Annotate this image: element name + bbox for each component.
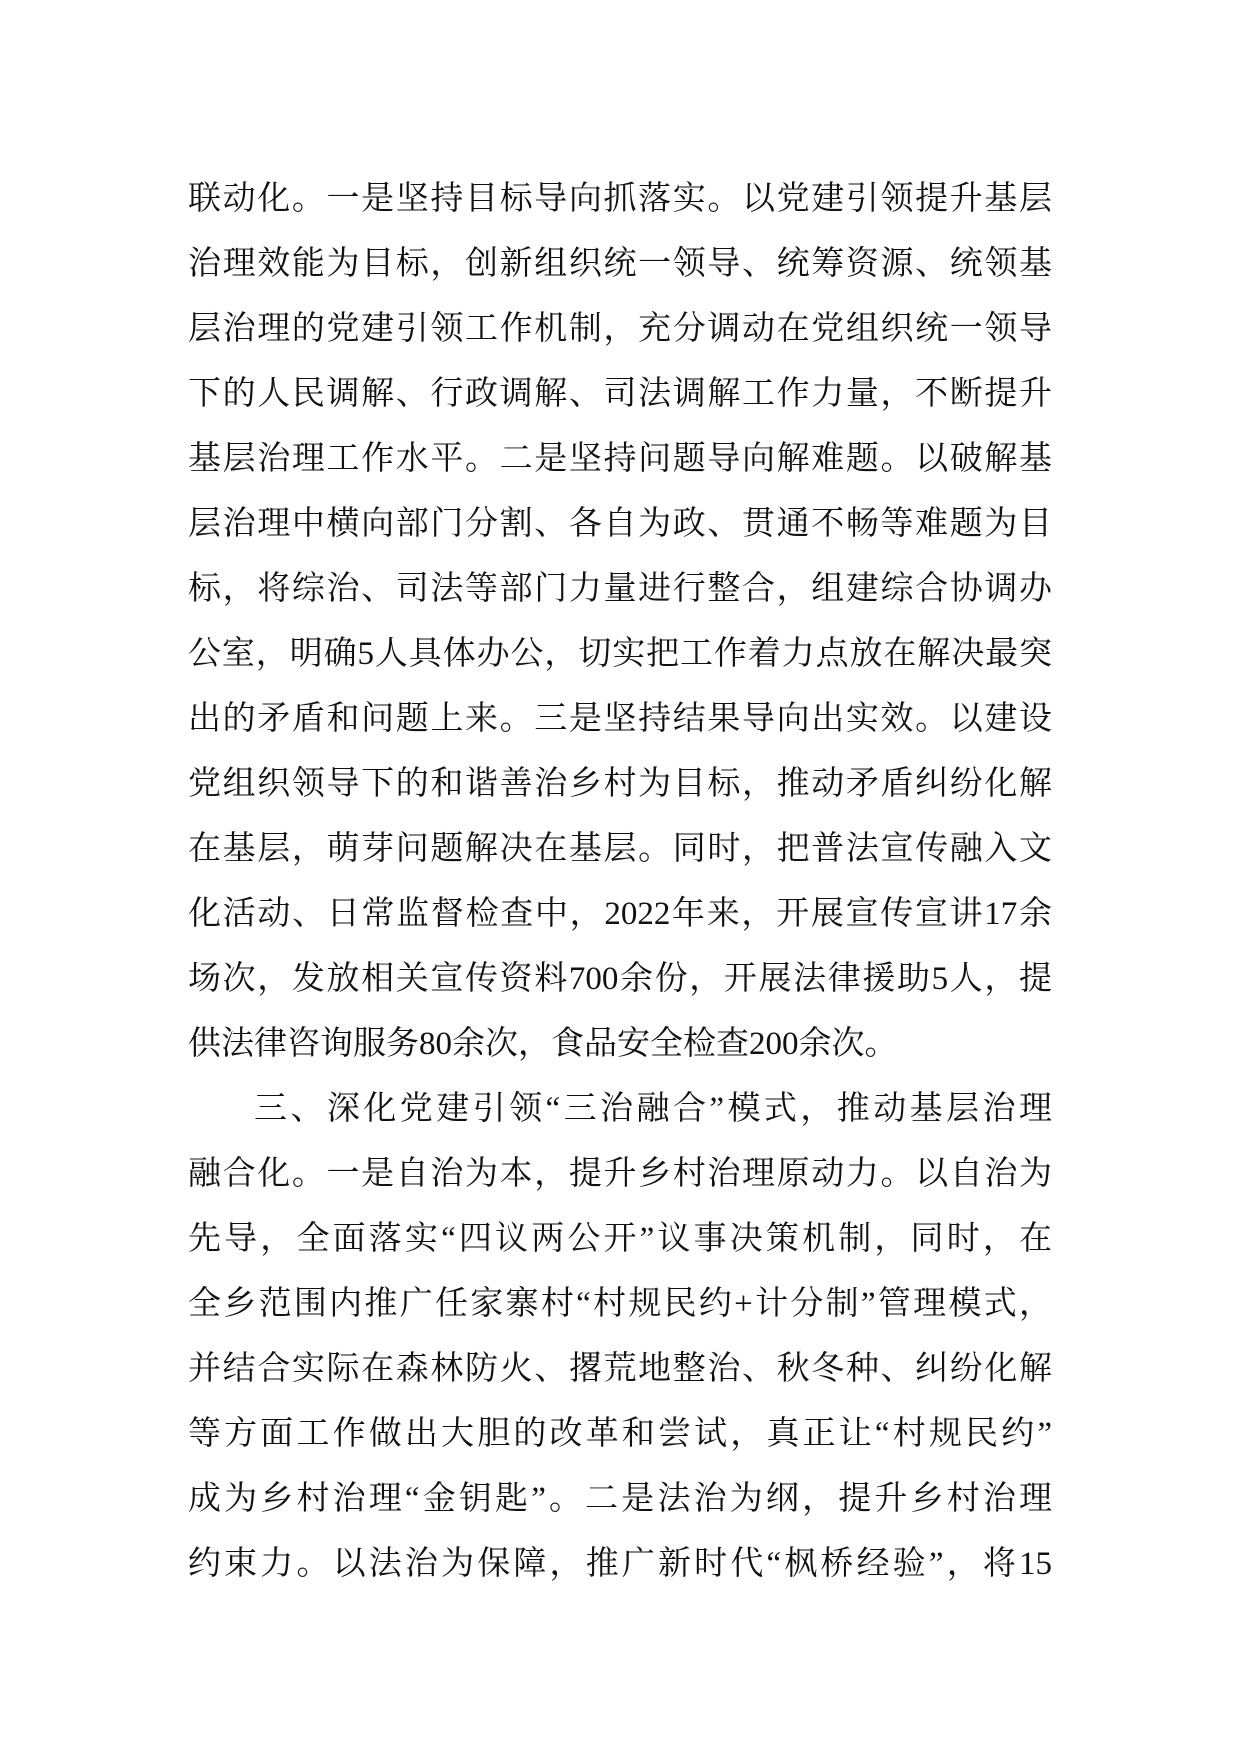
- text-line: 全乡范围内推广任家寨村“村规民约+计分制”管理模式，: [188, 1286, 1052, 1322]
- text-line: 治理效能为目标，创新组织统一领导、统筹资源、统领基: [188, 246, 1052, 282]
- section-heading-line: 三、深化党建引领“三治融合”模式，推动基层治理: [254, 1091, 1052, 1127]
- text-line: 等方面工作做出大胆的改革和尝试，真正让“村规民约”: [188, 1416, 1052, 1452]
- text-line: 供法律咨询服务80余次，食品安全检查200余次。: [188, 1026, 898, 1062]
- text-line: 约束力。以法治为保障，推广新时代“枫桥经验”，将15: [188, 1546, 1052, 1582]
- paragraph: [188, 167, 1052, 1077]
- text-line: 层治理中横向部门分割、各自为政、贯通不畅等难题为目: [188, 506, 1052, 542]
- text-line: 基层治理工作水平。二是坚持问题导向解难题。以破解基: [188, 441, 1052, 477]
- body-text: [188, 167, 1052, 1597]
- text-line: 融合化。一是自治为本，提升乡村治理原动力。以自治为: [188, 1156, 1052, 1192]
- text-line: 党组织领导下的和谐善治乡村为目标，推动矛盾纠纷化解: [188, 766, 1052, 802]
- text-line: 场次，发放相关宣传资料700余份，开展法律援助5人，提: [188, 961, 1052, 997]
- text-line: 并结合实际在森林防火、撂荒地整治、秋冬种、纠纷化解: [188, 1351, 1052, 1387]
- text-line: 下的人民调解、行政调解、司法调解工作力量，不断提升: [188, 376, 1052, 412]
- text-line: 成为乡村治理“金钥匙”。二是法治为纲，提升乡村治理: [188, 1481, 1052, 1517]
- text-line: 出的矛盾和问题上来。三是坚持结果导向出实效。以建设: [188, 701, 1052, 737]
- text-line: 在基层，萌芽问题解决在基层。同时，把普法宣传融入文: [188, 831, 1052, 867]
- text-line: 联动化。一是坚持目标导向抓落实。以党建引领提升基层: [188, 181, 1052, 217]
- text-line: 公室，明确5人具体办公，切实把工作着力点放在解决最突: [188, 636, 1052, 672]
- text-line: 标，将综治、司法等部门力量进行整合，组建综合协调办: [188, 571, 1052, 607]
- text-line: 化活动、日常监督检查中，2022年来，开展宣传宣讲17余: [188, 896, 1052, 932]
- text-line: 先导，全面落实“四议两公开”议事决策机制，同时，在: [188, 1221, 1052, 1257]
- text-line: 层治理的党建引领工作机制，充分调动在党组织统一领导: [188, 311, 1052, 347]
- paragraph: [188, 1077, 1052, 1597]
